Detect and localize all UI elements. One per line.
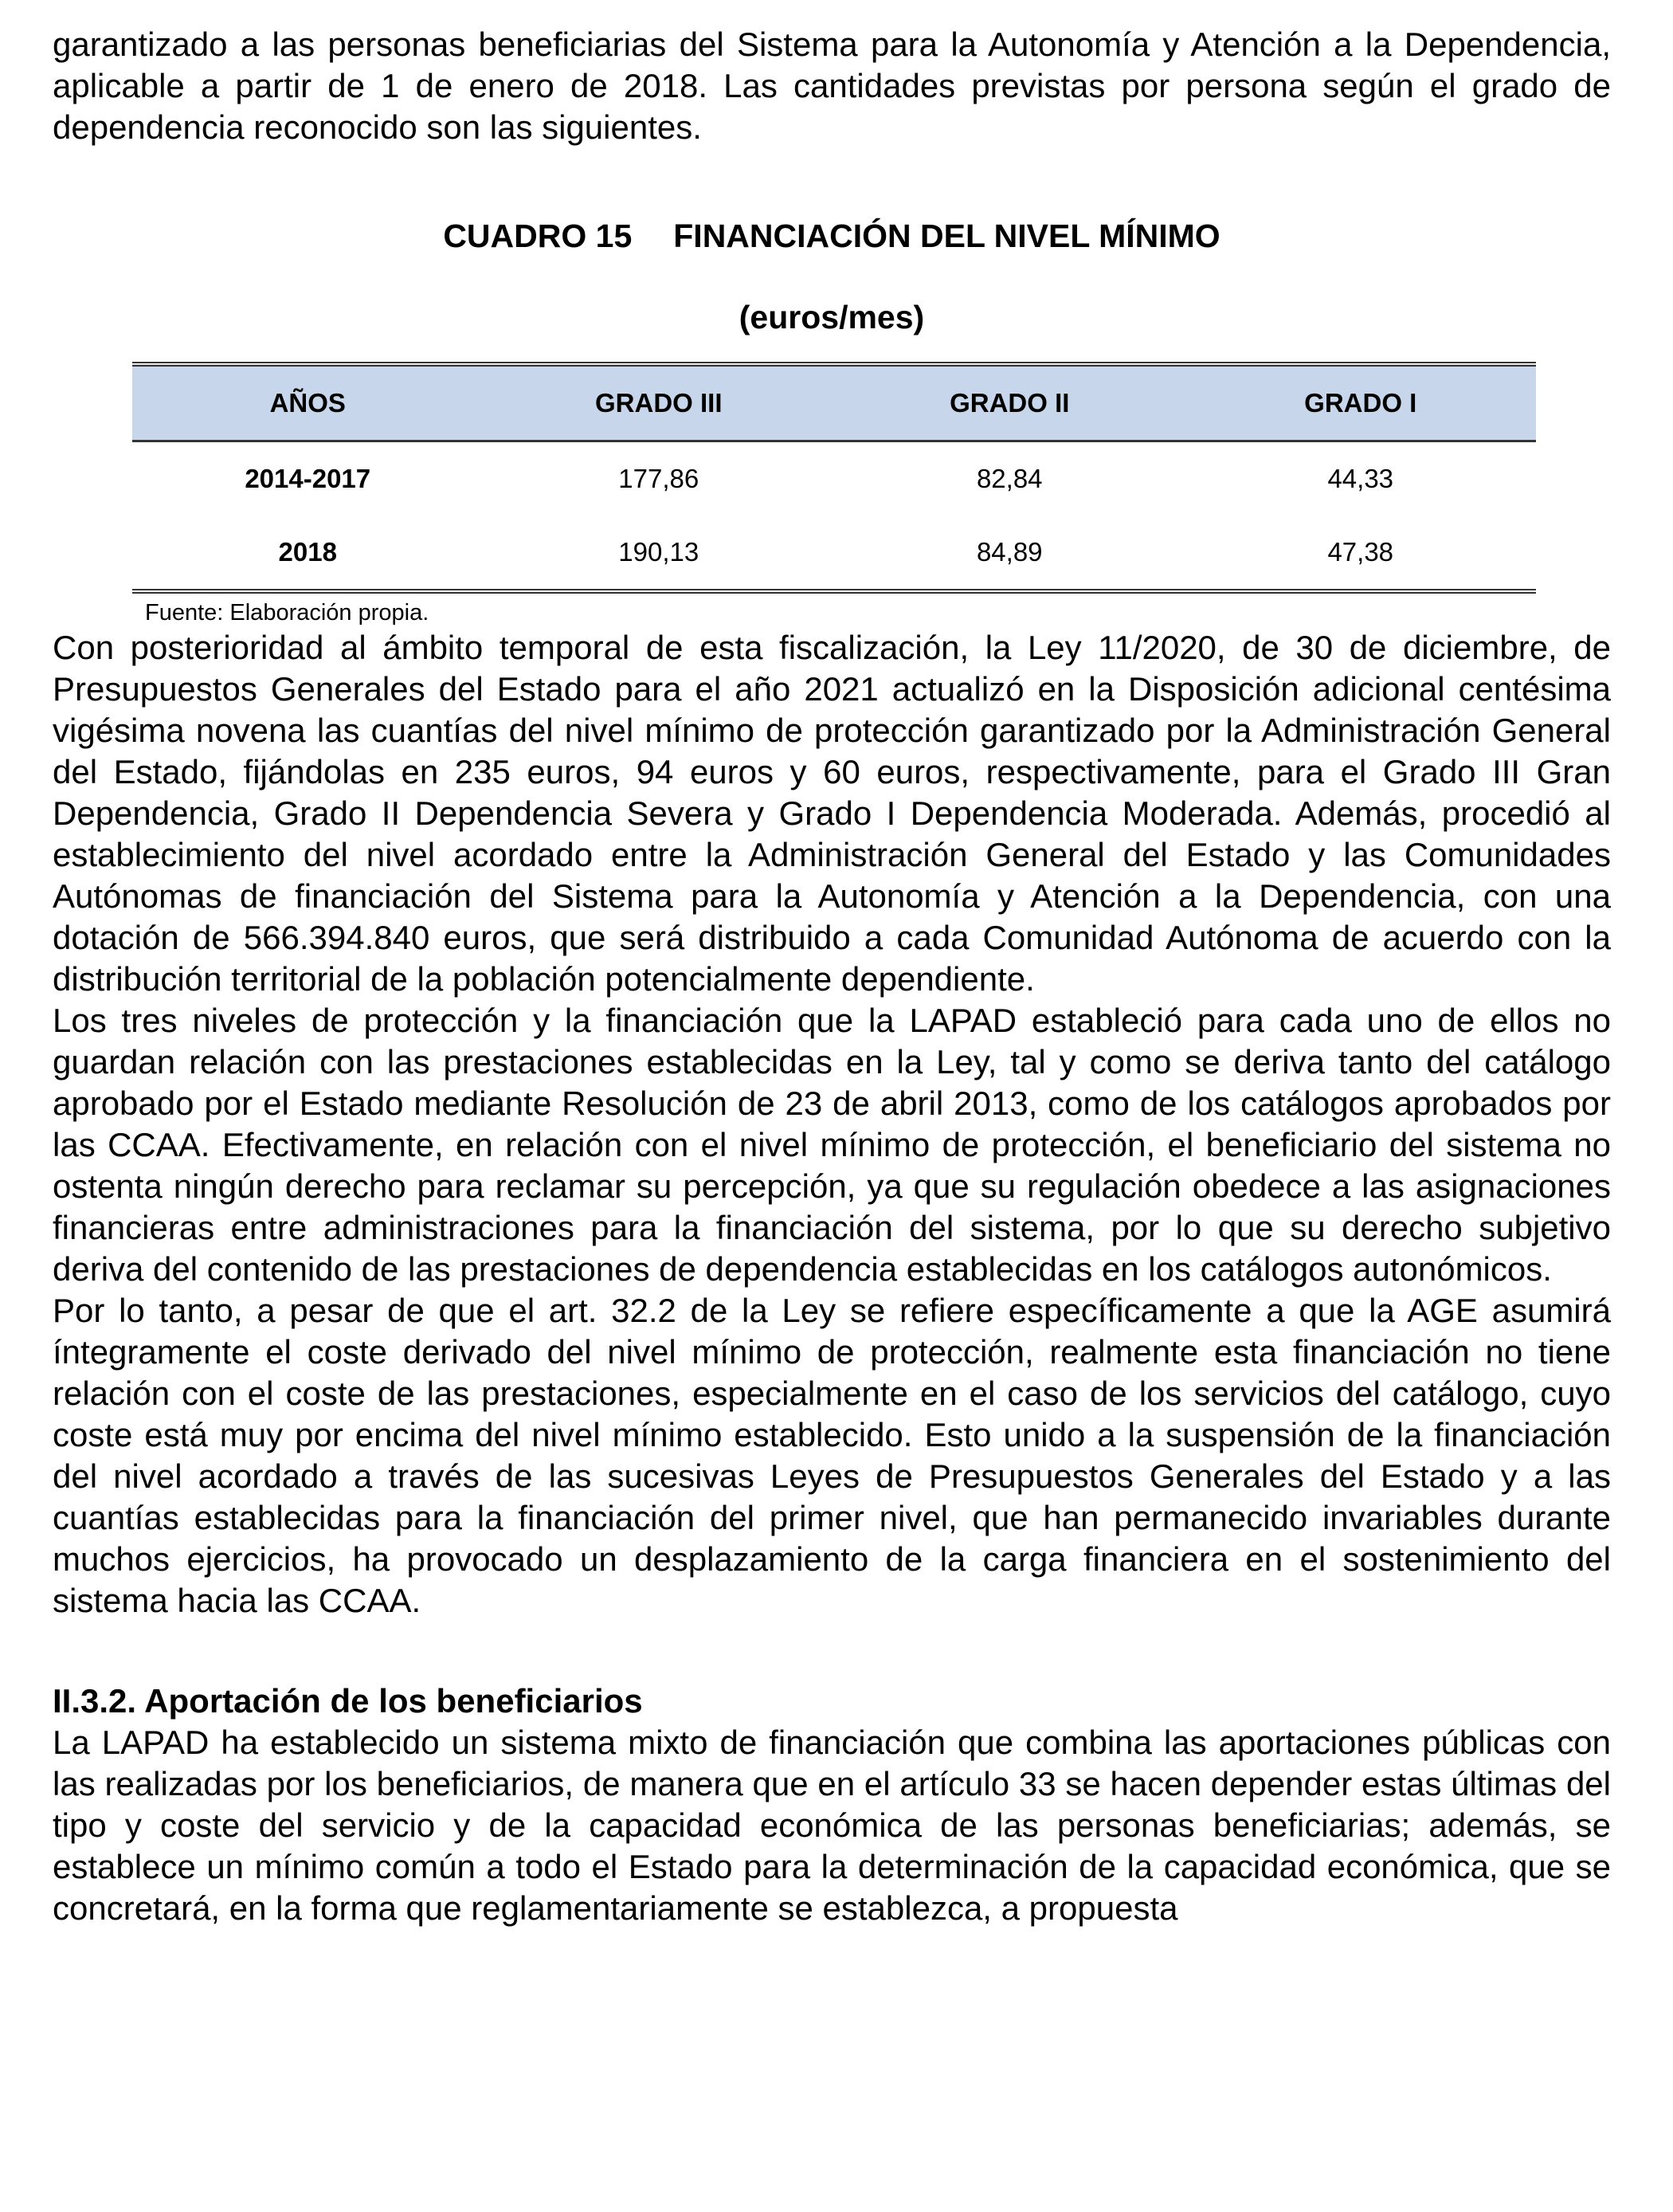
row-year: 2018 (132, 516, 484, 591)
table-unit: (euros/mes) (739, 299, 925, 335)
cell-grado-i: 47,38 (1185, 516, 1537, 591)
document-page (53, 24, 1611, 1929)
paragraph-niveles-proteccion: Los tres niveles de protección y la financiación que la LAPAD estableció para cada uno de ellos no guardan relación con las prestaciones establecidas en la Ley, tal y como se deriva tanto del catálogo aprobado por el Estado mediante Resolución de 23 de abril 2013, como de los catálogos aprobados por las CCAA. Efectivamente, en relación con el nivel mínimo de protección, el beneficiario del sistema no ostenta ningún derecho para reclamar su percepción, ya que su regulación obedece a las asignaciones financieras entre administraciones para la financiación del sistema, por lo que su derecho subjetivo deriva del contenido de las prestaciones de dependencia establecidas en los catálogos autonómicos. (53, 1002, 1611, 1288)
cell-grado-i: 44,33 (1327, 464, 1394, 493)
cell-grado-ii: 84,89 (834, 516, 1185, 591)
cell-grado-iii: 177,86 (618, 464, 699, 493)
intro-paragraph: garantizado a las personas beneficiarias del Sistema para la Autonomía y Atención a la Dependencia, aplicable a partir de 1 de enero de 2018. Las cantidades previstas por persona según el grado de dependencia reconocido son las siguientes. (53, 25, 1611, 146)
cell-grado-ii: 82,84 (976, 464, 1043, 493)
header-grado-iii: GRADO III (484, 364, 835, 441)
financing-table-wrapper (132, 362, 1536, 594)
row-year: 2014-2017 (245, 464, 371, 493)
table-source: Fuente: Elaboración propia. (145, 600, 429, 626)
header-anos: AÑOS (132, 364, 484, 441)
header-grado-i: GRADO I (1185, 364, 1537, 441)
financing-table (132, 362, 1536, 594)
paragraph-por-lo-tanto: Por lo tanto, a pesar de que el art. 32.2 de la Ley se refiere específicamente a que la AGE asumirá íntegramente el coste derivado del nivel mínimo de protección, realmente esta financiación no tiene relación con el coste de las prestaciones, especialmente en el caso de los servicios del catálogo, cuyo coste está muy por encima del nivel mínimo establecido. Esto unido a la suspensión de la financiación del nivel acordado a través de las sucesivas Leyes de Presupuestos Generales del Estado y a las cuantías establecidas para la financiación del primer nivel, que han permanecido invariables durante muchos ejercicios, ha provocado un desplazamiento de la carga financiera en el sostenimiento del sistema hacia las CCAA. (53, 1292, 1611, 1619)
table-header-row (132, 364, 1536, 441)
paragraph-aportacion: La LAPAD ha establecido un sistema mixto de financiación que combina las aportaciones públicas con las realizadas por los beneficiarios, de manera que en el artículo 33 se hacen depender estas últimas del tipo y coste del servicio y de la capacidad económica de las personas beneficiarias; además, se establece un mínimo común a todo el Estado para la determinación de la capacidad económica, que se concretará, en la forma que reglamentariamente se establezca, a propuesta (53, 1724, 1611, 1927)
cell-grado-iii: 190,13 (484, 516, 835, 591)
table-row (132, 441, 1536, 516)
header-grado-ii: GRADO II (834, 364, 1185, 441)
table-row (132, 516, 1536, 591)
paragraph-ley-2020: Con posterioridad al ámbito temporal de esta fiscalización, la Ley 11/2020, de 30 de diciembre, de Presupuestos Generales del Estado para el año 2021 actualizó en la Disposición adicional centésima vigésima novena las cuantías del nivel mínimo de protección garantizado por la Administración General del Estado, fijándolas en 235 euros, 94 euros y 60 euros, respectivamente, para el Grado III Gran Dependencia, Grado II Dependencia Severa y Grado I Dependencia Moderada. Además, procedió al establecimiento del nivel acordado entre la Administración General del Estado y las Comunidades Autónomas de financiación del Sistema para la Autonomía y Atención a la Dependencia, con una dotación de 566.394.840 euros, que será distribuido a cada Comunidad Autónoma de acuerdo con la distribución territorial de la población potencialmente dependiente. (53, 629, 1611, 998)
table-title (53, 215, 1611, 257)
table-number: CUADRO 15 (443, 218, 633, 254)
section-heading: II.3.2. Aportación de los beneficiarios (53, 1682, 643, 1720)
table-title-text: FINANCIACIÓN DEL NIVEL MÍNIMO (673, 218, 1220, 254)
